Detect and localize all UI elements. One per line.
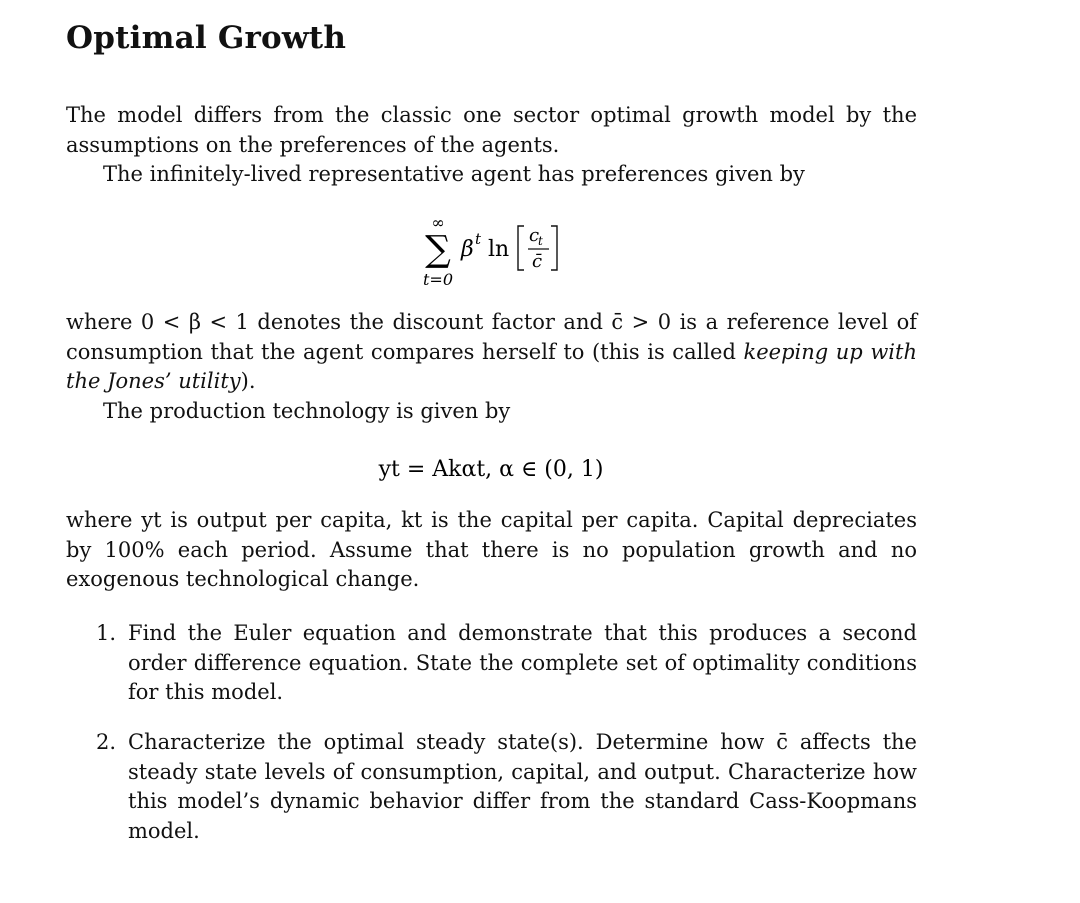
utility-equation (66, 206, 917, 296)
fraction-denominator: c̄ (532, 251, 543, 272)
production-equation-text: yt = Akαt, α ∈ (0, 1) (378, 457, 604, 482)
question-text: Find the Euler equation and demonstrate that this produces a second order difference equation. State the complete set of optimality conditions for this model. (128, 621, 917, 705)
production-equation (66, 446, 917, 488)
intro-paragraph: The model differs from the classic one sector optimal growth model by the assumptions on the preferences of the agents. (66, 103, 917, 157)
right-bracket (551, 226, 557, 270)
keeping-up-term: keeping up with the Jones’ utility (66, 339, 917, 394)
output-definition-paragraph: where yt is output per capita, kt is the capital per capita. Capital depreciates by 100% each period. Assume that there is no population growth and no exogenous technological change. (66, 508, 917, 592)
where1-close: ). (240, 369, 256, 394)
sum-lower-limit: t=0 (422, 270, 454, 289)
fraction-numerator: c (529, 225, 540, 246)
utility-equation-svg (66, 206, 917, 296)
question-item (96, 619, 917, 708)
question-number: 1. (96, 621, 117, 645)
sum-upper-limit: ∞ (431, 213, 445, 232)
ln-operator: ln (488, 237, 510, 262)
sum-symbol: ∑ (425, 229, 451, 270)
question-number: 2. (96, 730, 117, 754)
production-equation-svg (66, 446, 917, 488)
page-title: Optimal Growth (66, 20, 347, 56)
preferences-intro: The infinitely-lived representative agent has preferences given by (103, 162, 805, 186)
discount-factor-paragraph (66, 308, 917, 397)
question-item (96, 728, 917, 846)
beta-symbol: β (461, 237, 474, 262)
question-text: Characterize the optimal steady state(s). Determine how c̄ affects the steady state levels of consumption, capital, and output. Characterize how this model’s dynamic behavior differ from the standard Cass-Koopmans model. (128, 730, 917, 843)
where1-text: where 0 < β < 1 denotes the discount factor and c̄ > 0 is a reference level of consumption that the agent compares herself to (this is called (66, 310, 917, 364)
beta-exponent: t (475, 230, 482, 248)
left-bracket (518, 226, 524, 270)
numerator-subscript: t (538, 234, 543, 248)
production-intro: The production technology is given by (103, 399, 511, 423)
